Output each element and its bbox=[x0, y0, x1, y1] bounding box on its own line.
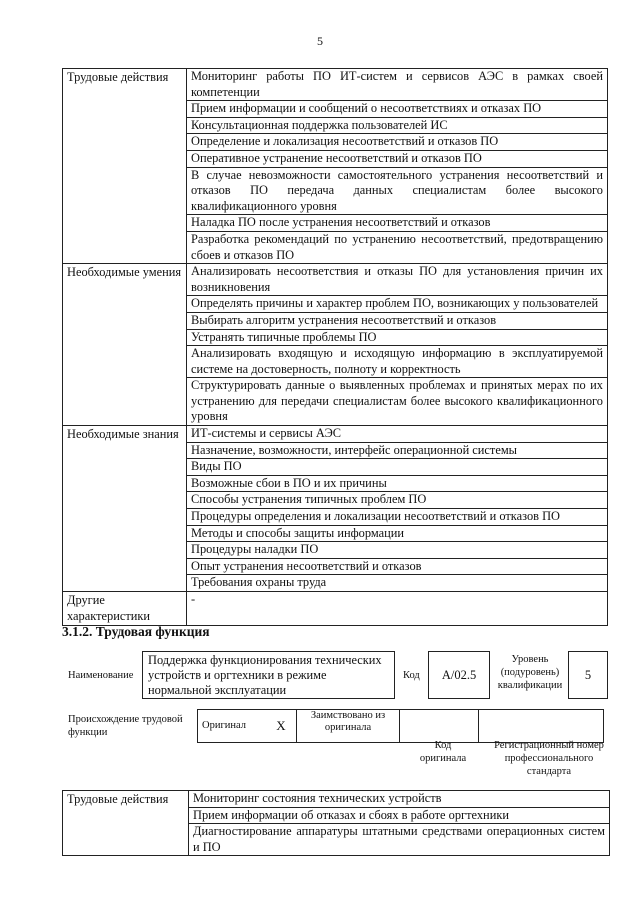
item-cell: Разработка рекомендаций по устранению несоответствий, предотвращению сбоев и отказов ПО bbox=[187, 231, 608, 263]
category-cell: Необходимые знания bbox=[63, 426, 187, 592]
original-label: Оригинал bbox=[198, 710, 267, 743]
item-cell: Мониторинг работы ПО ИТ-систем и сервисов АЭС в рамках своей компетенции bbox=[187, 69, 608, 101]
origin-table bbox=[197, 709, 604, 743]
level-value: 5 bbox=[568, 651, 608, 699]
function-name-field: Поддержка функционирования технических устройств и оргтехники в режиме нормальной эксплуатации bbox=[142, 651, 395, 699]
item-cell: Мониторинг состояния технических устройств bbox=[189, 791, 610, 808]
table-row bbox=[63, 69, 608, 101]
origin-label: Происхождение трудовой функции bbox=[68, 714, 183, 738]
item-cell: Прием информации и сообщений о несоответствиях и отказах ПО bbox=[187, 101, 608, 118]
item-cell: Консультационная поддержка пользователей ИС bbox=[187, 117, 608, 134]
code-original-cell bbox=[400, 710, 479, 743]
item-cell: Определять причины и характер проблем ПО, возникающих у пользователей bbox=[187, 296, 608, 313]
item-cell: Структурировать данные о выявленных проблемах и принятых мерах по их устранению для передачи специалистам более высокого квалификационного уровня bbox=[187, 378, 608, 426]
table-row bbox=[63, 592, 608, 626]
item-cell: Виды ПО bbox=[187, 459, 608, 476]
page-number: 5 bbox=[317, 34, 323, 48]
original-mark: X bbox=[266, 710, 297, 743]
item-cell: Назначение, возможности, интерфейс операционной системы bbox=[187, 442, 608, 459]
table-row bbox=[63, 791, 610, 808]
labor-actions-table bbox=[62, 790, 610, 856]
code-value: A/02.5 bbox=[428, 651, 490, 699]
borrowed-label: Заимствовано из оригинала bbox=[297, 710, 400, 743]
table-row bbox=[63, 426, 608, 443]
item-cell: В случае невозможности самостоятельного устранения несоответствий и отказов ПО передача данных специалистам более высокого квалификационного уровня bbox=[187, 167, 608, 215]
category-cell: Трудовые действия bbox=[63, 69, 187, 264]
item-cell: Оперативное устранение несоответствий и отказов ПО bbox=[187, 150, 608, 167]
item-cell: Процедуры определения и локализации несоответствий и отказов ПО bbox=[187, 509, 608, 526]
item-cell: Выбирать алгоритм устранения несоответствий и отказов bbox=[187, 312, 608, 329]
name-label: Наименование bbox=[68, 670, 134, 681]
item-cell: Методы и способы защиты информации bbox=[187, 525, 608, 542]
level-label: Уровень (подуровень) квалификации bbox=[497, 654, 563, 691]
category-cell: Другие характеристики bbox=[63, 592, 187, 626]
reg-number-caption: Регистрационный номер профессионального стандарта bbox=[494, 740, 604, 777]
item-cell: ИТ-системы и сервисы АЭС bbox=[187, 426, 608, 443]
item-cell: Диагностирование аппаратуры штатными средствами операционных систем и ПО bbox=[189, 824, 610, 856]
category-cell: Необходимые умения bbox=[63, 264, 187, 426]
item-cell: Анализировать несоответствия и отказы ПО для установления причин их возникновения bbox=[187, 264, 608, 296]
item-cell: Опыт устранения несоответствий и отказов bbox=[187, 558, 608, 575]
code-original-caption: Код оригинала bbox=[419, 740, 467, 764]
item-cell: Возможные сбои в ПО и их причины bbox=[187, 475, 608, 492]
category-cell: Трудовые действия bbox=[63, 791, 189, 856]
table-row bbox=[63, 264, 608, 296]
item-cell: Определение и локализация несоответствий и отказов ПО bbox=[187, 134, 608, 151]
item-cell: Наладка ПО после устранения несоответствий и отказов bbox=[187, 215, 608, 232]
code-label: Код bbox=[403, 670, 420, 681]
competency-table bbox=[62, 68, 608, 626]
item-cell: Процедуры наладки ПО bbox=[187, 542, 608, 559]
item-cell: Анализировать входящую и исходящую информацию в эксплуатируемой системе на достоверность, полноту и корректность bbox=[187, 346, 608, 378]
section-title: 3.1.2. Трудовая функция bbox=[62, 624, 210, 639]
reg-number-cell bbox=[479, 710, 604, 743]
item-cell: Требования охраны труда bbox=[187, 575, 608, 592]
item-cell: Прием информации об отказах и сбоях в работе оргтехники bbox=[189, 807, 610, 824]
item-cell: - bbox=[187, 592, 608, 626]
item-cell: Способы устранения типичных проблем ПО bbox=[187, 492, 608, 509]
item-cell: Устранять типичные проблемы ПО bbox=[187, 329, 608, 346]
